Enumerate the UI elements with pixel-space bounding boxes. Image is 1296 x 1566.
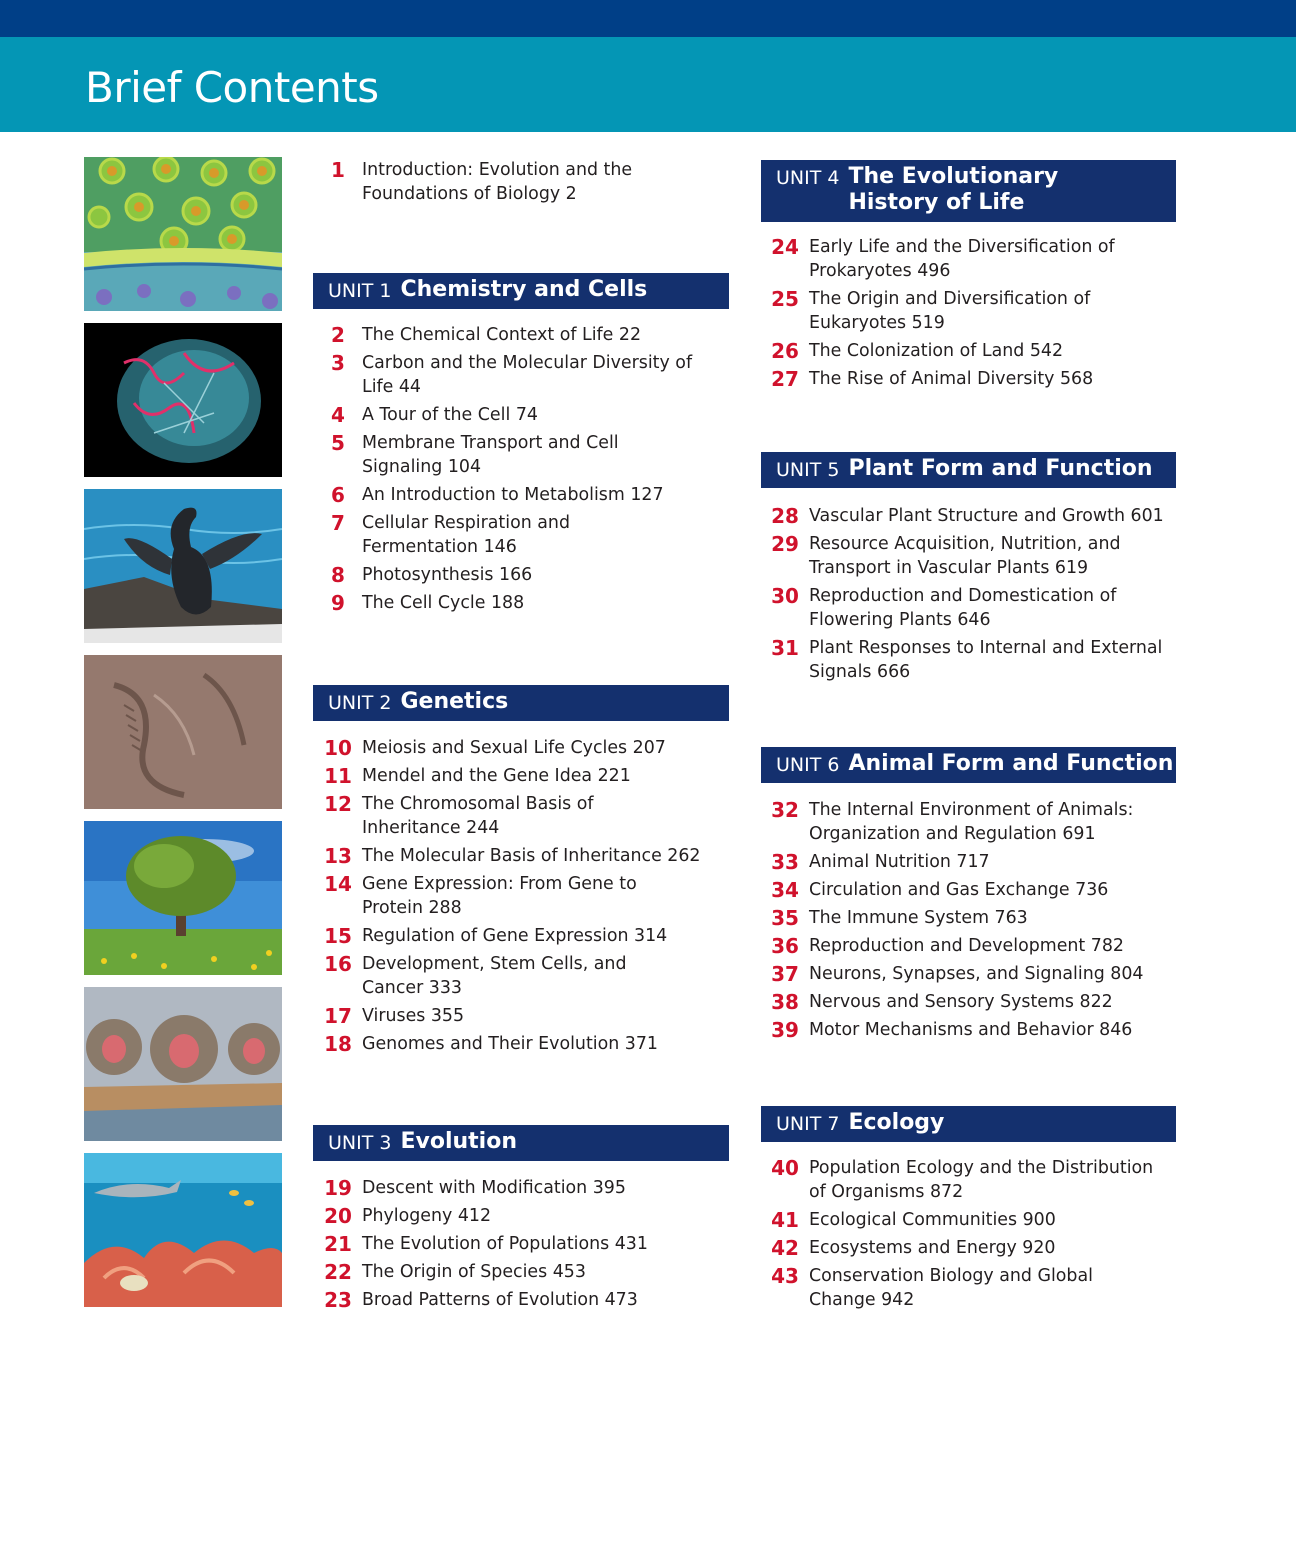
chapter-title: The Origin of Species 453: [362, 1262, 586, 1282]
chapter-title: Broad Patterns of Evolution 473: [362, 1290, 638, 1310]
chapter-entry[interactable]: [314, 952, 627, 1000]
page-title: Brief Contents: [85, 63, 379, 112]
chapter-title: Reproduction and Domestication of Flowering Plants 646: [809, 586, 1117, 630]
chapter-entry[interactable]: [314, 483, 664, 507]
chapter-number: 23: [324, 1288, 352, 1312]
unit-title: Ecology: [848, 1110, 945, 1135]
chapter-number: 32: [771, 798, 799, 822]
chapter-entry[interactable]: [761, 1018, 1132, 1042]
protein-structure-image: [84, 323, 282, 477]
chapter-number: 22: [324, 1260, 352, 1284]
chapter-entry[interactable]: [761, 339, 1063, 363]
chapter-title: Ecological Communities 900: [809, 1210, 1056, 1230]
chapter-number: 37: [771, 962, 799, 986]
chapter-entry[interactable]: [761, 504, 1164, 528]
chapter-title: Neurons, Synapses, and Signaling 804: [809, 964, 1144, 984]
chapter-entry[interactable]: [761, 850, 990, 874]
chapter-title: Gene Expression: From Gene to Protein 288: [362, 874, 637, 918]
fossil-image: [84, 655, 282, 809]
unit-6-header: [761, 747, 1176, 783]
chapter-entry[interactable]: [761, 367, 1093, 391]
chapter-entry[interactable]: [314, 792, 594, 840]
chapter-number: 8: [331, 563, 345, 587]
oak-tree-image: [84, 821, 282, 975]
chapter-entry[interactable]: [761, 235, 1115, 283]
chapter-number: 2: [331, 323, 345, 347]
chapter-title: Nervous and Sensory Systems 822: [809, 992, 1113, 1012]
chapter-entry[interactable]: [314, 591, 524, 615]
chapter-number: 5: [331, 431, 345, 455]
chapter-title: Ecosystems and Energy 920: [809, 1238, 1056, 1258]
chapter-number: 39: [771, 1018, 799, 1042]
chapter-title: Motor Mechanisms and Behavior 846: [809, 1020, 1133, 1040]
chapter-entry[interactable]: [761, 878, 1108, 902]
chapter-title: The Immune System 763: [809, 908, 1028, 928]
chapter-entry[interactable]: [314, 736, 666, 760]
chapter-title: Membrane Transport and Cell Signaling 104: [362, 433, 619, 477]
unit-title: Animal Form and Function: [848, 751, 1174, 776]
chapter-number: 14: [324, 872, 352, 896]
unit-2-header: [313, 685, 729, 721]
chapter-entry[interactable]: [761, 798, 1133, 846]
coral-reef-image: [84, 1153, 282, 1307]
chapter-entry[interactable]: [761, 287, 1090, 335]
unit-5-header: [761, 452, 1176, 488]
chapter-number: 7: [331, 511, 345, 535]
chapter-title: Conservation Biology and Global Change 942: [809, 1266, 1093, 1310]
chapter-number: 33: [771, 850, 799, 874]
unit-1-header: [313, 273, 729, 309]
chapter-title: Photosynthesis 166: [362, 565, 533, 585]
chapter-entry[interactable]: [314, 563, 532, 587]
chapter-number: 9: [331, 591, 345, 615]
chapter-entry[interactable]: [761, 532, 1121, 580]
chapter-entry[interactable]: [761, 1236, 1056, 1260]
chapter-entry[interactable]: [314, 1288, 638, 1312]
chapter-entry[interactable]: [314, 511, 570, 559]
intro-chapter-entry[interactable]: [314, 158, 632, 206]
chapter-title: Population Ecology and the Distribution of Organisms 872: [809, 1158, 1154, 1202]
chapter-number: 40: [771, 1156, 799, 1180]
unit-label: UNIT 3: [328, 1132, 392, 1154]
chapter-number: 36: [771, 934, 799, 958]
chapter-title: Genomes and Their Evolution 371: [362, 1034, 658, 1054]
chapter-title: The Colonization of Land 542: [809, 341, 1064, 361]
chapter-number: 30: [771, 584, 799, 608]
chapter-title: Plant Responses to Internal and External Signals 666: [809, 638, 1163, 682]
chapter-number: 6: [331, 483, 345, 507]
chapter-title: Carbon and the Molecular Diversity of Life 44: [362, 353, 693, 397]
unit-title: Chemistry and Cells: [400, 277, 648, 302]
chapter-entry[interactable]: [761, 962, 1143, 986]
chapter-title: Development, Stem Cells, and Cancer 333: [362, 954, 627, 998]
cormorant-bird-image: [84, 489, 282, 643]
chapter-number: 25: [771, 287, 799, 311]
chapter-number: 4: [331, 403, 345, 427]
chapter-number: 27: [771, 367, 799, 391]
chapter-number: 18: [324, 1032, 352, 1056]
chapter-entry[interactable]: [761, 584, 1116, 632]
cell-illustration-image: [84, 157, 282, 311]
top-color-strip: [0, 0, 1296, 37]
chapter-entry[interactable]: [761, 636, 1162, 684]
chapter-entry[interactable]: [314, 323, 641, 347]
chapter-number: 34: [771, 878, 799, 902]
chapter-entry[interactable]: [314, 1176, 626, 1200]
chapter-title: A Tour of the Cell 74: [362, 405, 538, 425]
chapter-entry[interactable]: [761, 990, 1113, 1014]
chapter-number: 41: [771, 1208, 799, 1232]
chapter-entry[interactable]: [314, 1032, 658, 1056]
chapter-title: Regulation of Gene Expression 314: [362, 926, 668, 946]
unit-label: UNIT 7: [776, 1113, 840, 1135]
chapter-title: The Evolution of Populations 431: [362, 1234, 648, 1254]
chapter-title: Introduction: Evolution and the Foundations of Biology 2: [362, 160, 633, 204]
chapter-title: Animal Nutrition 717: [809, 852, 990, 872]
chapter-number: 12: [324, 792, 352, 816]
chapter-entry[interactable]: [314, 431, 619, 479]
chapter-entry[interactable]: [761, 1156, 1153, 1204]
chapter-title: The Molecular Basis of Inheritance 262: [362, 846, 701, 866]
chapter-title: Circulation and Gas Exchange 736: [809, 880, 1109, 900]
chapter-entry[interactable]: [314, 1004, 464, 1028]
chapter-title: The Rise of Animal Diversity 568: [809, 369, 1094, 389]
snow-monkeys-image: [84, 987, 282, 1141]
unit-label: UNIT 5: [776, 459, 840, 481]
chapter-entry[interactable]: [761, 934, 1124, 958]
chapter-number: 31: [771, 636, 799, 660]
chapter-title: Viruses 355: [362, 1006, 465, 1026]
unit-label: UNIT 6: [776, 754, 840, 776]
chapter-number: 38: [771, 990, 799, 1014]
chapter-number: 13: [324, 844, 352, 868]
chapter-title: Mendel and the Gene Idea 221: [362, 766, 631, 786]
chapter-title: Vascular Plant Structure and Growth 601: [809, 506, 1164, 526]
chapter-number: 35: [771, 906, 799, 930]
chapter-entry[interactable]: [314, 1232, 648, 1256]
chapter-entry[interactable]: [314, 1260, 586, 1284]
chapter-number: 20: [324, 1204, 352, 1228]
chapter-title: An Introduction to Metabolism 127: [362, 485, 664, 505]
chapter-title: Meiosis and Sexual Life Cycles 207: [362, 738, 666, 758]
unit-title: Evolution: [400, 1129, 517, 1154]
chapter-number: 19: [324, 1176, 352, 1200]
chapter-number: 24: [771, 235, 799, 259]
unit-label: UNIT 2: [328, 692, 392, 714]
chapter-title: Descent with Modification 395: [362, 1178, 626, 1198]
chapter-number: 29: [771, 532, 799, 556]
chapter-entry[interactable]: [314, 872, 637, 920]
chapter-title: The Chromosomal Basis of Inheritance 244: [362, 794, 594, 838]
chapter-title: The Internal Environment of Animals: Organization and Regulation 691: [809, 800, 1134, 844]
unit-title: Plant Form and Function: [848, 456, 1153, 481]
chapter-number: 42: [771, 1236, 799, 1260]
chapter-entry[interactable]: [314, 351, 692, 399]
chapter-entry[interactable]: [761, 1264, 1093, 1312]
chapter-title: Cellular Respiration and Fermentation 146: [362, 513, 570, 557]
chapter-entry[interactable]: [314, 844, 701, 868]
chapter-entry[interactable]: [314, 403, 538, 427]
chapter-number: 17: [324, 1004, 352, 1028]
chapter-number: 15: [324, 924, 352, 948]
chapter-number: 3: [331, 351, 345, 375]
chapter-number: 16: [324, 952, 352, 976]
unit-label: UNIT 4: [776, 167, 840, 189]
chapter-number: 21: [324, 1232, 352, 1256]
unit-title: The Evolutionary History of Life: [848, 164, 1059, 215]
chapter-entry[interactable]: [761, 1208, 1056, 1232]
chapter-entry[interactable]: [314, 1204, 491, 1228]
chapter-number: 10: [324, 736, 352, 760]
chapter-number: 26: [771, 339, 799, 363]
chapter-title: Resource Acquisition, Nutrition, and Transport in Vascular Plants 619: [809, 534, 1121, 578]
chapter-number: 11: [324, 764, 352, 788]
chapter-number: 28: [771, 504, 799, 528]
chapter-entry[interactable]: [314, 764, 631, 788]
chapter-entry[interactable]: [761, 906, 1028, 930]
unit-title: Genetics: [400, 689, 509, 714]
unit-3-header: [313, 1125, 729, 1161]
chapter-number: 1: [331, 158, 345, 182]
unit-label: UNIT 1: [328, 280, 392, 302]
chapter-entry[interactable]: [314, 924, 667, 948]
chapter-title: The Origin and Diversification of Eukaryotes 519: [809, 289, 1091, 333]
chapter-title: Early Life and the Diversification of Prokaryotes 496: [809, 237, 1115, 281]
unit-7-header: [761, 1106, 1176, 1142]
chapter-title: Reproduction and Development 782: [809, 936, 1124, 956]
unit-4-header: [761, 160, 1176, 222]
chapter-title: The Cell Cycle 188: [362, 593, 525, 613]
chapter-number: 43: [771, 1264, 799, 1288]
chapter-title: The Chemical Context of Life 22: [362, 325, 642, 345]
chapter-title: Phylogeny 412: [362, 1206, 492, 1226]
